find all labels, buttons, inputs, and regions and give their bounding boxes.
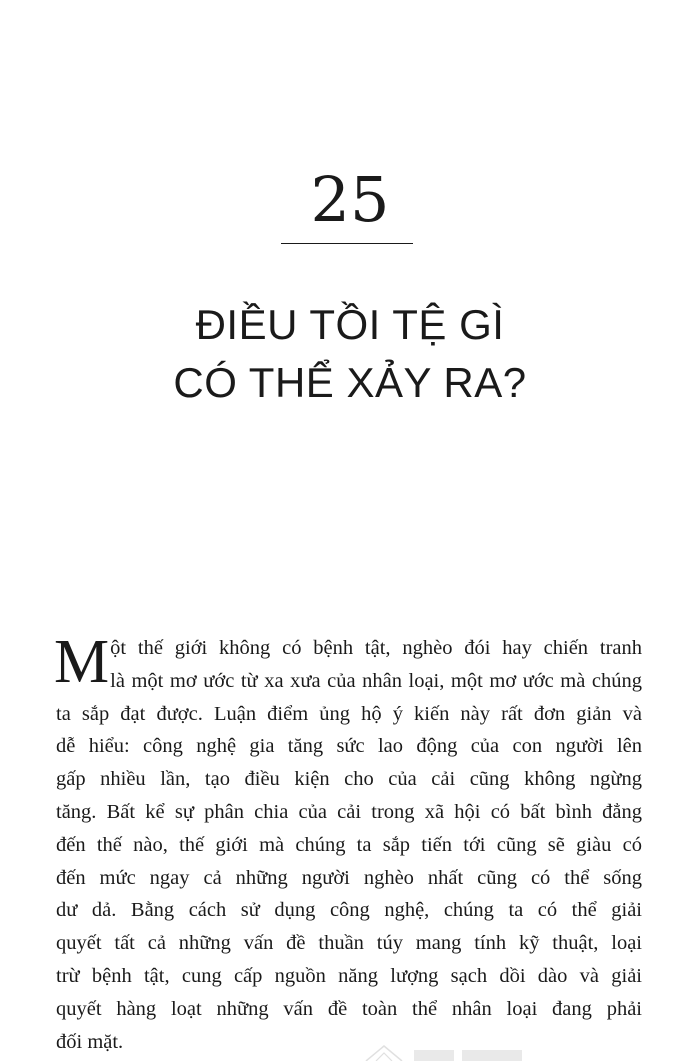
chapter-title — [0, 296, 700, 412]
chapter-number: 25 — [310, 163, 390, 236]
paragraph-line: dễ hiểu: công nghệ gia tăng sức lao động của con người lên — [56, 735, 642, 758]
paragraph-line: đối mặt. — [56, 1030, 124, 1053]
paragraph-line: tăng. Bất kể sự phân chia của cải trong xã hội có bất bình đẳng — [56, 800, 642, 823]
paragraph-line: đến thế nào, thế giới mà chúng ta sắp tiến tới cũng sẽ giàu có — [56, 833, 642, 856]
paragraph-line: quyết tất cả những vấn đề thuần túy mang tính kỹ thuật, loại — [56, 932, 642, 955]
paragraph-line: trừ bệnh tật, cung cấp nguồn năng lượng sạch dồi dào và giải — [56, 964, 642, 987]
paragraph-line: quyết hàng loạt những vấn đề toàn thể nhân loại đang phải — [56, 997, 642, 1020]
chapter-title-line-1: ĐIỀU TỒI TỆ GÌ — [195, 301, 505, 348]
chapter-title-line-2: CÓ THỂ XẢY RA? — [173, 359, 527, 406]
chapter-divider — [281, 243, 413, 244]
paragraph-line: ột thế giới không có bệnh tật, nghèo đói hay chiến tranh — [110, 637, 642, 659]
body-paragraph — [54, 628, 642, 1058]
paragraph-line: ta sắp đạt được. Luận điểm ủng hộ ý kiến này rất đơn giản và — [56, 702, 642, 725]
watermark-logo — [362, 1040, 562, 1061]
paragraph-line: gấp nhiều lần, tạo điều kiện cho của cải cũng không ngừng — [56, 768, 642, 791]
paragraph-line: là một mơ ước từ xa xưa của nhân loại, một mơ ước mà chúng — [110, 669, 642, 692]
paragraph-line: đến mức ngay cả những người nghèo nhất cũng có thể sống — [56, 866, 642, 889]
paragraph-line: dư dả. Bằng cách sử dụng công nghệ, chúng ta có thể giải — [56, 899, 642, 922]
drop-cap: M — [54, 628, 110, 696]
